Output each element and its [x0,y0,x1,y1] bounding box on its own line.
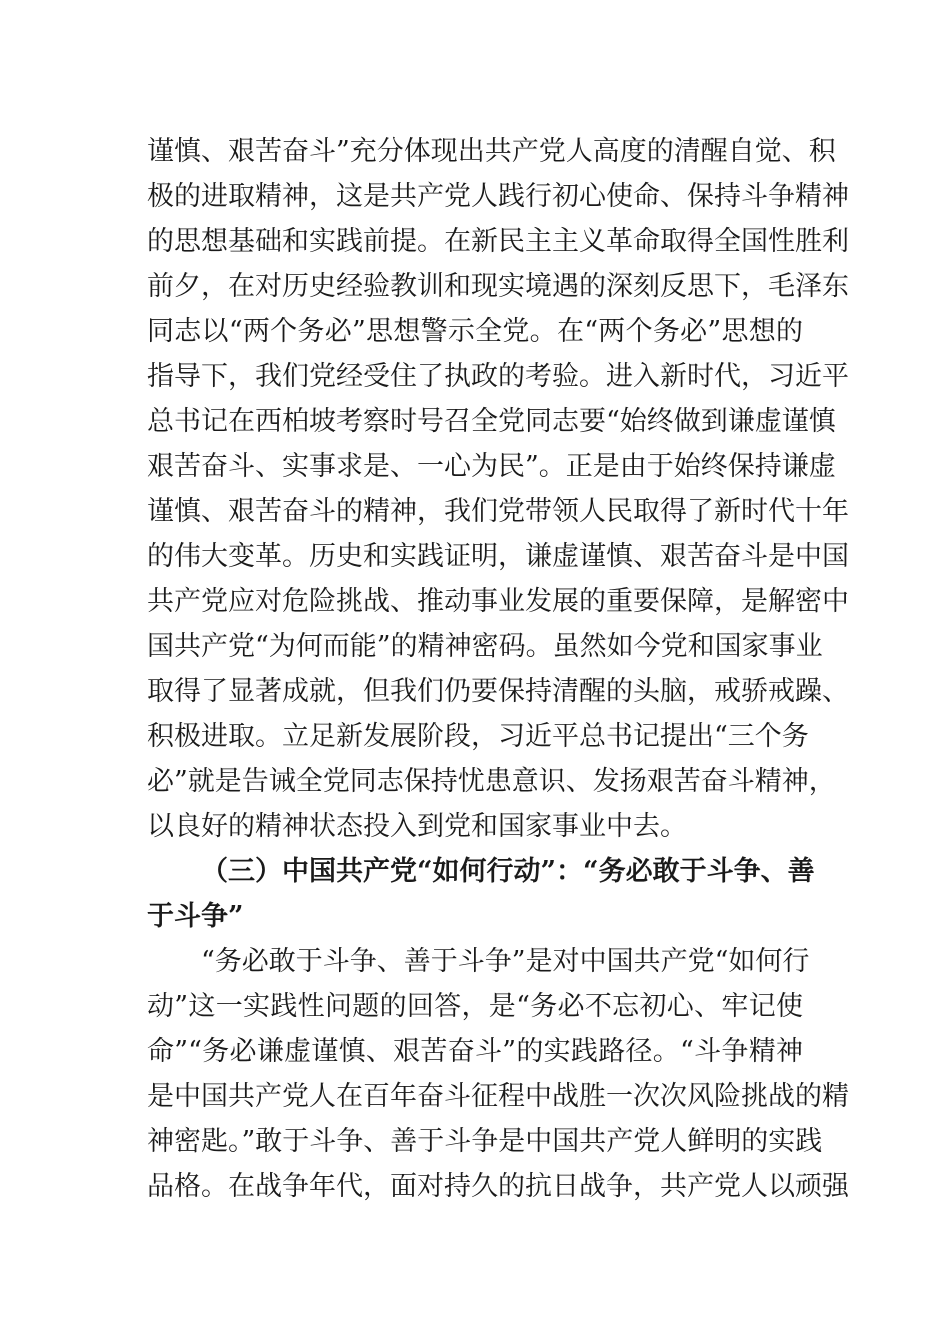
paragraph-1-line: 取得了显著成就，但我们仍要保持清醒的头脑，戒骄戒躁、 [147,676,849,707]
paragraph-2-line: 动”这一实践性问题的回答，是“务必不忘初心、牢记使 [147,991,803,1022]
paragraph-1-line: 以良好的精神状态投入到党和国家事业中去。 [147,811,687,842]
paragraph-1-line: 积极进取。立足新发展阶段，习近平总书记提出“三个务 [147,721,809,752]
paragraph-1-line: 谨慎、艰苦奋斗的精神，我们党带领人民取得了新时代十年 [147,496,849,527]
paragraph-1-line: 的思想基础和实践前提。在新民主主义革命取得全国性胜利 [147,226,849,257]
section-heading: 于斗争” [147,901,244,932]
paragraph-1-line: 必”就是告诫全党同志保持忧患意识、发扬艰苦奋斗精神， [147,766,836,797]
section-heading: （三）中国共产党“如何行动”：“务必敢于斗争、善 [201,856,815,887]
paragraph-2-line: 神密匙。”敢于斗争、善于斗争是中国共产党人鲜明的实践 [147,1126,823,1157]
paragraph-1-line: 前夕，在对历史经验教训和现实境遇的深刻反思下，毛泽东 [147,271,849,302]
paragraph-1-line: 共产党应对危险挑战、推动事业发展的重要保障，是解密中 [147,586,849,617]
paragraph-2-line: 品格。在战争年代，面对持久的抗日战争，共产党人以顽强 [147,1171,849,1202]
paragraph-1-line: 艰苦奋斗、实事求是、一心为民”。正是由于始终保持谦虚 [147,451,836,482]
paragraph-1-line: 的伟大变革。历史和实践证明，谦虚谨慎、艰苦奋斗是中国 [147,541,849,572]
paragraph-1-line: 极的进取精神，这是共产党人践行初心使命、保持斗争精神 [147,181,849,212]
paragraph-1-line: 总书记在西柏坡考察时号召全党同志要“始终做到谦虚谨慎 [147,406,836,437]
paragraph-1-line: 谨慎、艰苦奋斗”充分体现出共产党人高度的清醒自觉、积 [147,136,836,167]
paragraph-1-line: 同志以“两个务必”思想警示全党。在“两个务必”思想的 [147,316,803,347]
paragraph-2-line: 命”“务必谦虚谨慎、艰苦奋斗”的实践路径。“斗争精神 [147,1036,803,1067]
paragraph-1-line: 国共产党“为何而能”的精神密码。虽然如今党和国家事业 [147,631,823,662]
paragraph-2-line: 是中国共产党人在百年奋斗征程中战胜一次次风险挑战的精 [147,1081,849,1112]
paragraph-2-line: “务必敢于斗争、善于斗争”是对中国共产党“如何行 [201,946,810,977]
paragraph-1-line: 指导下，我们党经受住了执政的考验。进入新时代，习近平 [147,361,849,392]
